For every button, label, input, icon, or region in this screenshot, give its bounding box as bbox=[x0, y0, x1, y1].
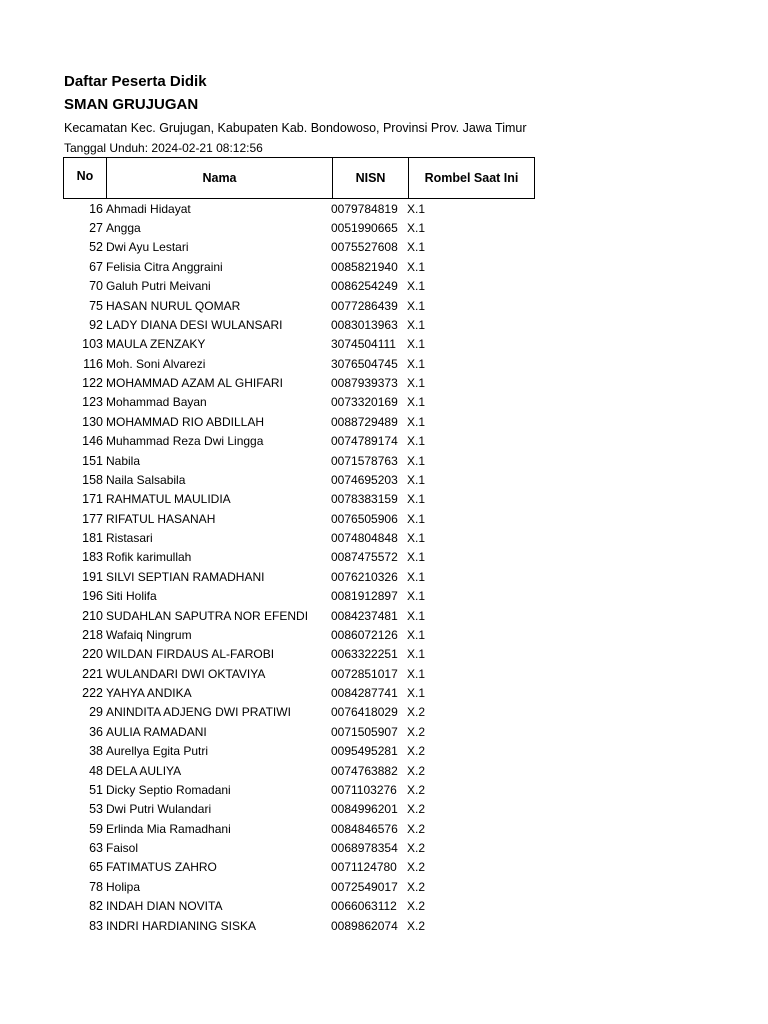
cell-nisn: 0084846576 bbox=[331, 821, 398, 836]
cell-rombel: X.1 bbox=[407, 666, 426, 681]
table-row bbox=[63, 218, 535, 237]
cell-no: 146 bbox=[82, 434, 103, 449]
cell-nisn: 0074789174 bbox=[331, 434, 398, 449]
cell-nisn: 0086254249 bbox=[331, 279, 398, 294]
cell-nama: Aurellya Egita Putri bbox=[106, 744, 209, 759]
cell-no: 51 bbox=[89, 782, 103, 797]
cell-no: 218 bbox=[82, 627, 103, 642]
cell-nama: Ahmadi Hidayat bbox=[106, 201, 191, 216]
cell-no: 122 bbox=[82, 376, 103, 391]
cell-nisn: 0073320169 bbox=[331, 395, 398, 410]
cell-nisn: 0074804848 bbox=[331, 531, 398, 546]
cell-rombel: X.1 bbox=[407, 511, 426, 526]
cell-nisn: 0076418029 bbox=[331, 705, 398, 720]
cell-nisn: 3076504745 bbox=[331, 356, 398, 371]
cell-rombel: X.1 bbox=[407, 221, 426, 236]
cell-nisn: 0087475572 bbox=[331, 550, 398, 565]
table-row bbox=[63, 393, 535, 412]
cell-nama: SILVI SEPTIAN RAMADHANI bbox=[106, 569, 265, 584]
header-nisn: NISN bbox=[332, 158, 408, 198]
cell-no: 158 bbox=[82, 472, 103, 487]
cell-no: 123 bbox=[82, 395, 103, 410]
cell-no: 103 bbox=[82, 337, 103, 352]
cell-rombel: X.1 bbox=[407, 259, 426, 274]
cell-nisn: 0095495281 bbox=[331, 744, 398, 759]
cell-nisn: 0077286439 bbox=[331, 298, 398, 313]
cell-nama: SUDAHLAN SAPUTRA NOR EFENDI bbox=[106, 608, 309, 623]
table-row bbox=[63, 509, 535, 528]
cell-nisn: 0087939373 bbox=[331, 376, 398, 391]
cell-no: 63 bbox=[89, 841, 103, 856]
cell-nisn: 0071578763 bbox=[331, 453, 398, 468]
cell-nisn: 0086072126 bbox=[331, 627, 398, 642]
cell-rombel: X.1 bbox=[407, 531, 426, 546]
cell-nama: Naila Salsabila bbox=[106, 472, 186, 487]
cell-nama: Mohammad Bayan bbox=[106, 395, 207, 410]
cell-nisn: 0085821940 bbox=[331, 259, 398, 274]
cell-no: 16 bbox=[89, 201, 103, 216]
school-name: SMAN GRUJUGAN bbox=[64, 96, 199, 113]
cell-rombel: X.2 bbox=[407, 705, 426, 720]
cell-nama: LADY DIANA DESI WULANSARI bbox=[106, 317, 283, 332]
cell-no: 151 bbox=[82, 453, 103, 468]
table-row bbox=[63, 664, 535, 683]
cell-no: 196 bbox=[82, 589, 103, 604]
table-row bbox=[63, 819, 535, 838]
cell-nisn: 0051990665 bbox=[331, 221, 398, 236]
cell-nisn: 0084996201 bbox=[331, 802, 398, 817]
table-row bbox=[63, 703, 535, 722]
cell-nisn: 0089862074 bbox=[331, 918, 398, 933]
cell-no: 92 bbox=[89, 317, 103, 332]
cell-rombel: X.2 bbox=[407, 802, 426, 817]
table-row bbox=[63, 412, 535, 431]
cell-nisn: 0071124780 bbox=[331, 860, 397, 875]
download-date: Tanggal Unduh: 2024-02-21 08:12:56 bbox=[64, 141, 263, 155]
cell-nisn: 0076505906 bbox=[331, 511, 398, 526]
cell-nisn: 0079784819 bbox=[331, 201, 398, 216]
cell-nisn: 0071103276 bbox=[331, 782, 397, 797]
cell-no: 52 bbox=[89, 240, 103, 255]
cell-nisn: 0075527608 bbox=[331, 240, 398, 255]
cell-rombel: X.1 bbox=[407, 627, 426, 642]
cell-nama: Nabila bbox=[106, 453, 141, 468]
table-row bbox=[63, 897, 535, 916]
table-row bbox=[63, 761, 535, 780]
table-row bbox=[63, 335, 535, 354]
table-row bbox=[63, 315, 535, 334]
cell-rombel: X.1 bbox=[407, 279, 426, 294]
table-row bbox=[63, 528, 535, 547]
cell-nama: FATIMATUS ZAHRO bbox=[106, 860, 217, 875]
table-row bbox=[63, 838, 535, 857]
table-row bbox=[63, 490, 535, 509]
region-line: Kecamatan Kec. Grujugan, Kabupaten Kab. Bondowoso, Provinsi Prov. Jawa Timur bbox=[64, 121, 527, 135]
cell-no: 67 bbox=[89, 259, 103, 274]
cell-nama: Felisia Citra Anggraini bbox=[106, 259, 223, 274]
cell-rombel: X.1 bbox=[407, 414, 426, 429]
cell-nama: Siti Holifa bbox=[106, 589, 157, 604]
cell-nama: Galuh Putri Meivani bbox=[106, 279, 211, 294]
table-row bbox=[63, 257, 535, 276]
cell-no: 116 bbox=[83, 356, 103, 371]
cell-rombel: X.2 bbox=[407, 821, 426, 836]
cell-nama: Dwi Putri Wulandari bbox=[106, 802, 212, 817]
cell-no: 38 bbox=[89, 744, 103, 759]
cell-nisn: 0068978354 bbox=[331, 841, 398, 856]
table-row bbox=[63, 451, 535, 470]
table-row bbox=[63, 470, 535, 489]
table-row bbox=[63, 742, 535, 761]
table-row bbox=[63, 800, 535, 819]
cell-no: 65 bbox=[89, 860, 103, 875]
cell-nisn: 3074504111 bbox=[331, 337, 396, 352]
cell-no: 177 bbox=[82, 511, 103, 526]
cell-nisn: 0083013963 bbox=[331, 317, 398, 332]
cell-nama: Angga bbox=[106, 221, 141, 236]
cell-no: 130 bbox=[82, 414, 103, 429]
cell-rombel: X.1 bbox=[407, 395, 426, 410]
cell-rombel: X.1 bbox=[407, 589, 426, 604]
table-row bbox=[63, 548, 535, 567]
cell-nisn: 0081912897 bbox=[331, 589, 398, 604]
cell-nama: DELA AULIYA bbox=[106, 763, 182, 778]
table-row bbox=[63, 877, 535, 896]
cell-no: 36 bbox=[89, 724, 103, 739]
cell-rombel: X.1 bbox=[407, 317, 426, 332]
cell-rombel: X.1 bbox=[407, 569, 426, 584]
cell-nama: INDAH DIAN NOVITA bbox=[106, 899, 223, 914]
cell-no: 181 bbox=[82, 531, 103, 546]
cell-nisn: 0072851017 bbox=[331, 666, 398, 681]
cell-nama: YAHYA ANDIKA bbox=[106, 686, 192, 701]
cell-nama: Wafaiq Ningrum bbox=[106, 627, 192, 642]
cell-nisn: 0074695203 bbox=[331, 472, 398, 487]
table-row bbox=[63, 683, 535, 702]
cell-no: 220 bbox=[82, 647, 103, 662]
cell-rombel: X.2 bbox=[407, 918, 426, 933]
cell-nama: MAULA ZENZAKY bbox=[106, 337, 206, 352]
table-row bbox=[63, 277, 535, 296]
cell-no: 183 bbox=[82, 550, 103, 565]
cell-nama: WULANDARI DWI OKTAVIYA bbox=[106, 666, 266, 681]
cell-nama: Rofik karimullah bbox=[106, 550, 192, 565]
cell-no: 29 bbox=[89, 705, 103, 720]
cell-nama: RIFATUL HASANAH bbox=[106, 511, 216, 526]
cell-nama: Holipa bbox=[106, 879, 141, 894]
cell-nama: WILDAN FIRDAUS AL-FAROBI bbox=[106, 647, 275, 662]
cell-rombel: X.1 bbox=[407, 492, 426, 507]
table-row bbox=[63, 625, 535, 644]
cell-no: 171 bbox=[82, 492, 103, 507]
cell-nisn: 0066063112 bbox=[331, 899, 397, 914]
header-no: No bbox=[76, 169, 94, 183]
cell-no: 210 bbox=[82, 608, 103, 623]
cell-nama: Moh. Soni Alvarezi bbox=[106, 356, 206, 371]
cell-rombel: X.2 bbox=[407, 724, 426, 739]
cell-rombel: X.1 bbox=[407, 356, 426, 371]
cell-nama: Ristasari bbox=[106, 531, 153, 546]
cell-nisn: 0076210326 bbox=[331, 569, 398, 584]
document-title: Daftar Peserta Didik bbox=[64, 73, 207, 90]
cell-rombel: X.1 bbox=[407, 337, 426, 352]
cell-no: 75 bbox=[89, 298, 103, 313]
cell-rombel: X.1 bbox=[407, 298, 426, 313]
cell-nisn: 0071505907 bbox=[331, 724, 398, 739]
cell-nama: INDRI HARDIANING SISKA bbox=[106, 918, 257, 933]
cell-rombel: X.2 bbox=[407, 860, 426, 875]
cell-nama: HASAN NURUL QOMAR bbox=[106, 298, 241, 313]
cell-nama: Faisol bbox=[106, 841, 139, 856]
cell-rombel: X.1 bbox=[407, 686, 426, 701]
cell-nisn: 0078383159 bbox=[331, 492, 398, 507]
cell-no: 27 bbox=[89, 221, 103, 236]
table-row bbox=[63, 606, 535, 625]
cell-nisn: 0088729489 bbox=[331, 414, 398, 429]
cell-nama: Dicky Septio Romadani bbox=[106, 782, 231, 797]
table-row bbox=[63, 296, 535, 315]
table-row bbox=[63, 858, 535, 877]
cell-rombel: X.2 bbox=[407, 841, 426, 856]
cell-rombel: X.1 bbox=[407, 201, 426, 216]
cell-nisn: 0063322251 bbox=[331, 647, 398, 662]
cell-nama: AULIA RAMADANI bbox=[106, 724, 207, 739]
cell-nama: Dwi Ayu Lestari bbox=[106, 240, 189, 255]
cell-nama: Erlinda Mia Ramadhani bbox=[106, 821, 231, 836]
student-rows bbox=[63, 199, 535, 935]
cell-nisn: 0084237481 bbox=[331, 608, 398, 623]
cell-rombel: X.1 bbox=[407, 608, 426, 623]
cell-no: 222 bbox=[82, 686, 103, 701]
cell-no: 191 bbox=[82, 569, 103, 584]
cell-no: 82 bbox=[89, 899, 103, 914]
cell-rombel: X.2 bbox=[407, 763, 426, 778]
header-rombel: Rombel Saat Ini bbox=[408, 158, 534, 198]
cell-rombel: X.1 bbox=[407, 472, 426, 487]
table-row bbox=[63, 432, 535, 451]
table-row bbox=[63, 354, 535, 373]
table-row bbox=[63, 916, 535, 935]
cell-rombel: X.1 bbox=[407, 240, 426, 255]
table-row bbox=[63, 587, 535, 606]
table-row bbox=[63, 238, 535, 257]
cell-rombel: X.2 bbox=[407, 782, 426, 797]
cell-no: 78 bbox=[89, 879, 103, 894]
cell-nisn: 0074763882 bbox=[331, 763, 398, 778]
cell-no: 221 bbox=[82, 666, 103, 681]
cell-no: 70 bbox=[89, 279, 103, 294]
cell-rombel: X.2 bbox=[407, 744, 426, 759]
table-row bbox=[63, 722, 535, 741]
table-row bbox=[63, 567, 535, 586]
cell-no: 59 bbox=[89, 821, 103, 836]
table-row bbox=[63, 373, 535, 392]
cell-nama: RAHMATUL MAULIDIA bbox=[106, 492, 231, 507]
cell-nisn: 0072549017 bbox=[331, 879, 398, 894]
cell-rombel: X.1 bbox=[407, 550, 426, 565]
cell-rombel: X.2 bbox=[407, 879, 426, 894]
cell-nama: MOHAMMAD AZAM AL GHIFARI bbox=[106, 376, 283, 391]
cell-nisn: 0084287741 bbox=[331, 686, 398, 701]
cell-rombel: X.2 bbox=[407, 899, 426, 914]
cell-rombel: X.1 bbox=[407, 647, 426, 662]
cell-rombel: X.1 bbox=[407, 376, 426, 391]
cell-nama: Muhammad Reza Dwi Lingga bbox=[106, 434, 264, 449]
table-row bbox=[63, 645, 535, 664]
cell-rombel: X.1 bbox=[407, 434, 426, 449]
table-row bbox=[63, 780, 535, 799]
cell-rombel: X.1 bbox=[407, 453, 426, 468]
cell-no: 53 bbox=[89, 802, 103, 817]
cell-nama: ANINDITA ADJENG DWI PRATIWI bbox=[106, 705, 291, 720]
cell-no: 83 bbox=[89, 918, 103, 933]
cell-no: 48 bbox=[89, 763, 103, 778]
table-row bbox=[63, 199, 535, 218]
table-header bbox=[63, 157, 535, 199]
cell-nama: MOHAMMAD RIO ABDILLAH bbox=[106, 414, 265, 429]
header-nama: Nama bbox=[106, 158, 332, 198]
